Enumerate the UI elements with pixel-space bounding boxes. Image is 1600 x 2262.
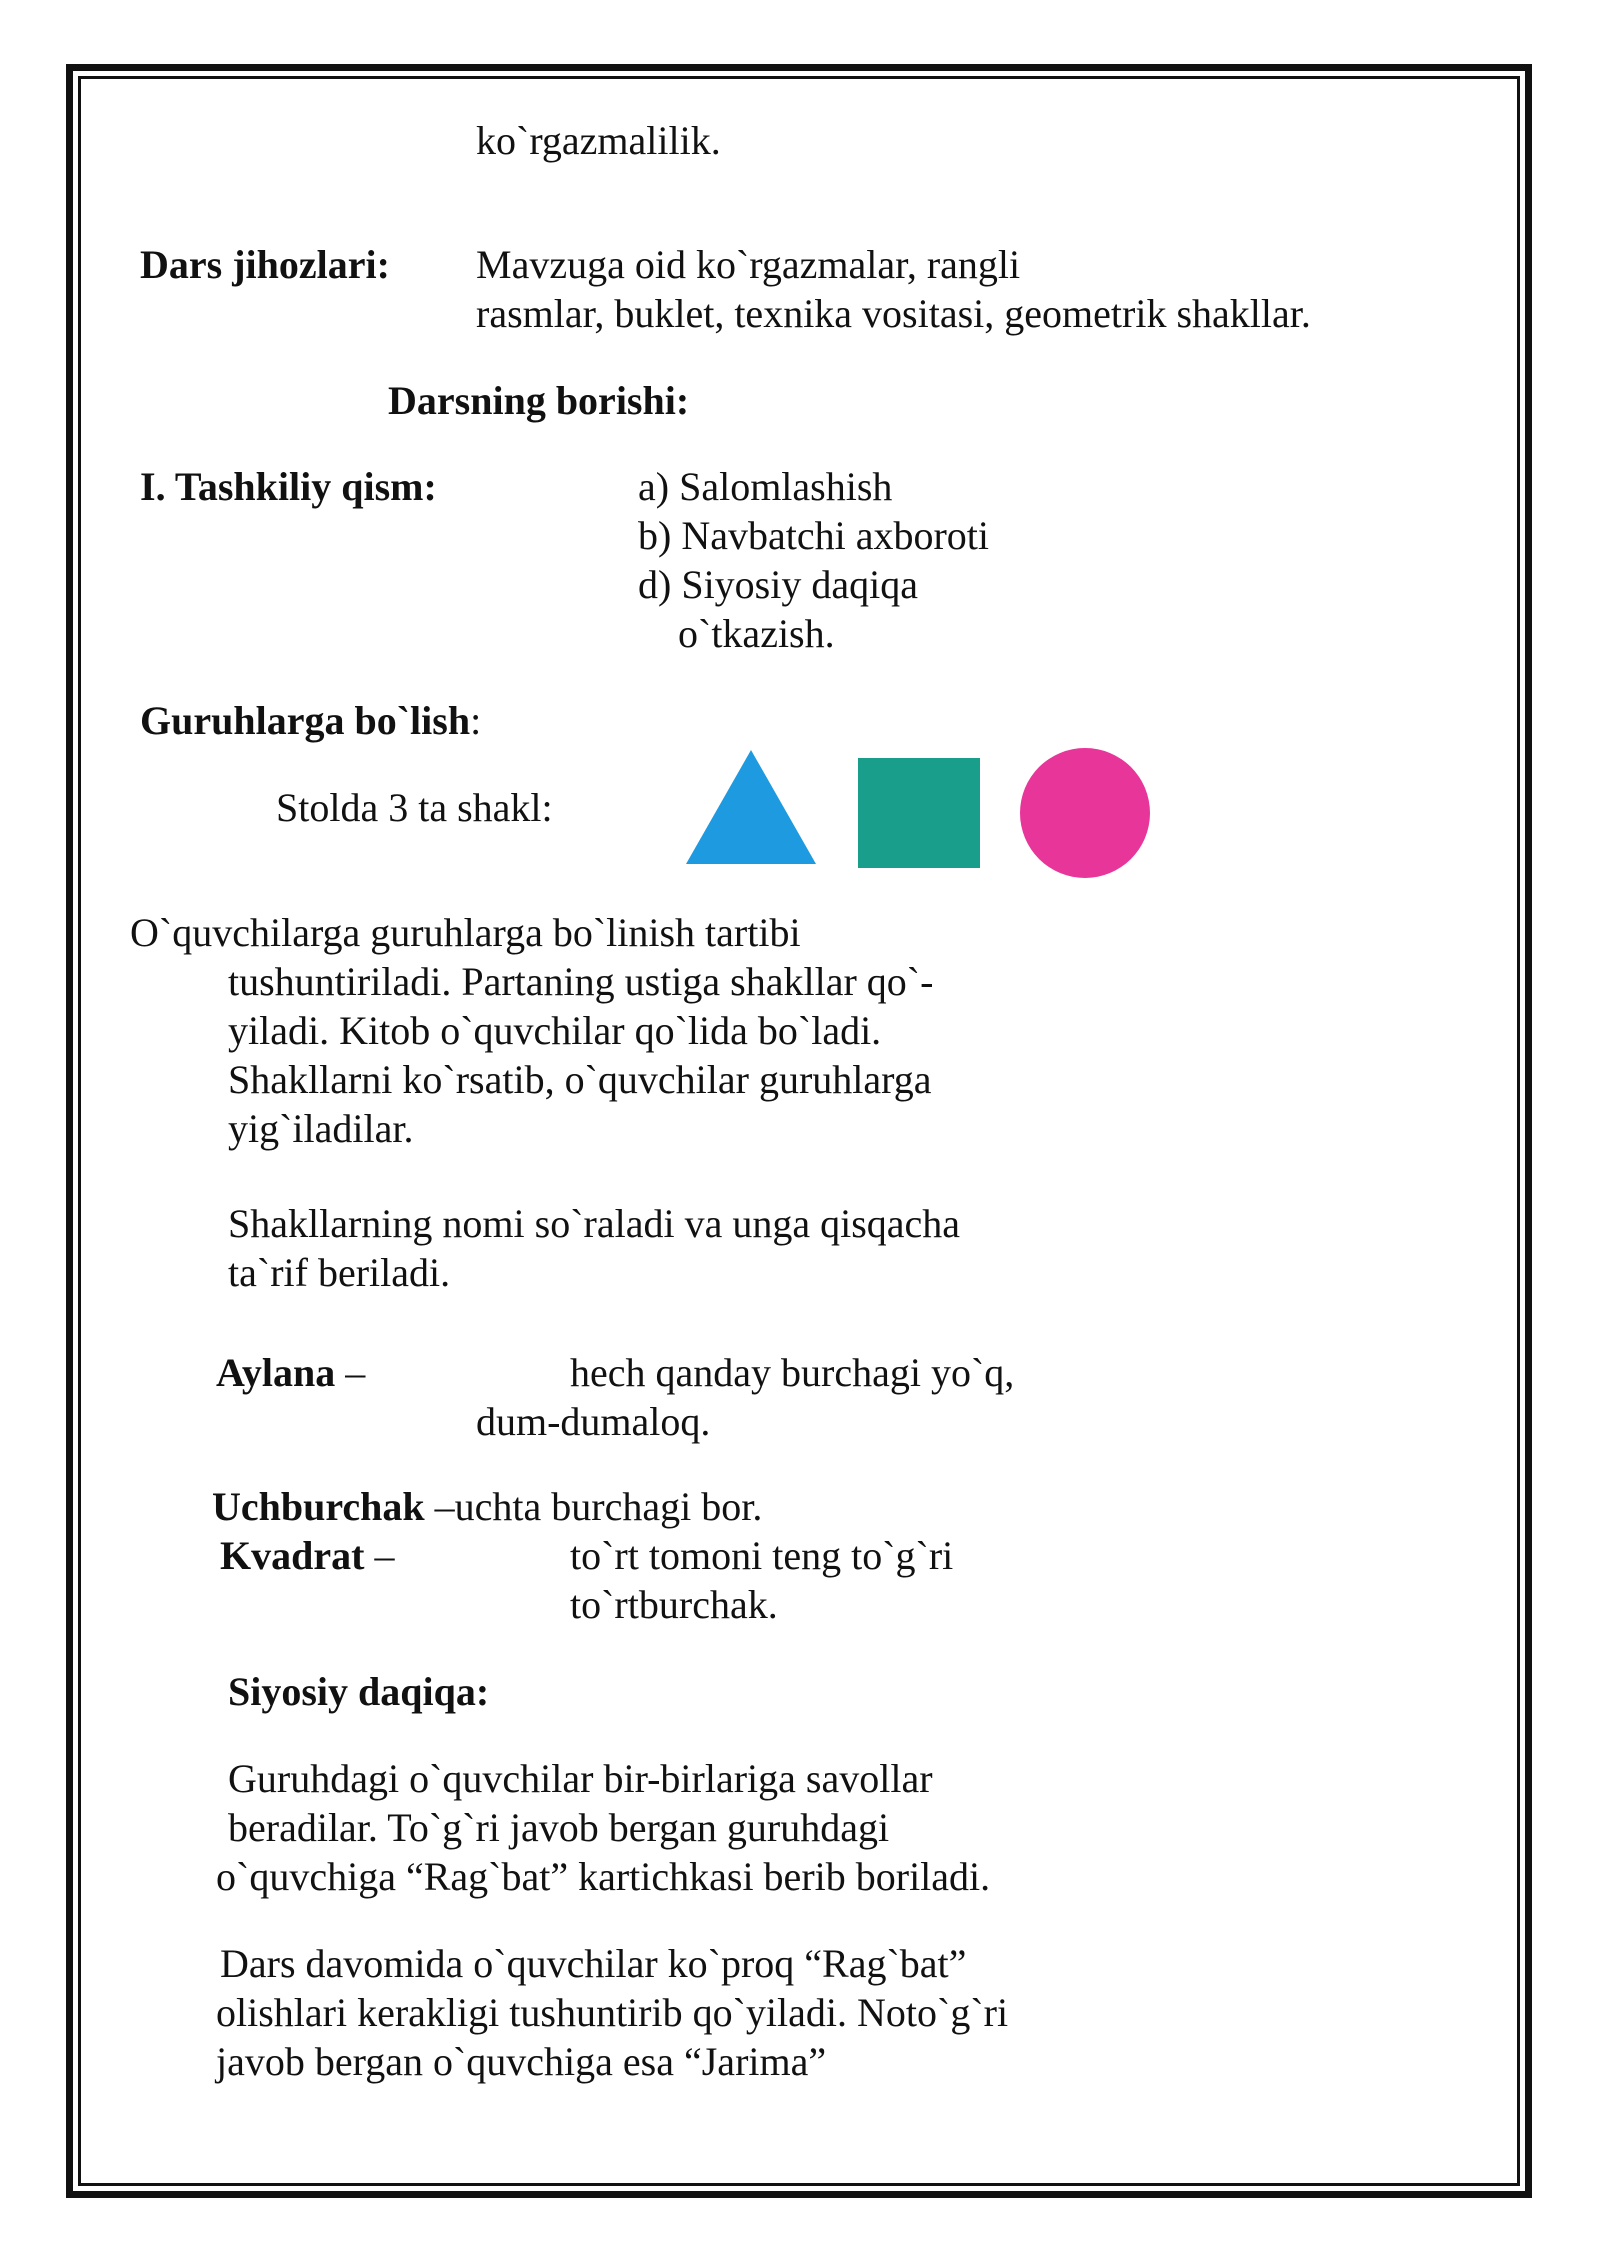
- triangle-shape: [684, 748, 818, 866]
- paragraph-line: yiladi. Kitob o`quvchilar qo`lida bo`ladi.: [228, 1008, 882, 1053]
- circle-shape: [1018, 746, 1152, 880]
- organizational-item: b) Navbatchi axboroti: [638, 513, 989, 558]
- paragraph-line: yig`iladilar.: [228, 1106, 414, 1151]
- paragraph-line: o`quvchiga “Rag`bat” kartichkasi berib boriladi.: [216, 1854, 991, 1899]
- paragraph-line: Dars davomida o`quvchilar ko`proq “Rag`bat”: [220, 1941, 967, 1986]
- paragraph-line: tushuntiriladi. Partaning ustiga shakllar qo`-: [228, 959, 934, 1004]
- definition-term: Kvadrat: [220, 1533, 365, 1578]
- definition-term: Aylana: [216, 1350, 336, 1395]
- organizational-item: o`tkazish.: [678, 611, 835, 656]
- definition-text: to`rtburchak.: [570, 1582, 778, 1627]
- shapes-label: Stolda 3 ta shakl:: [276, 785, 553, 830]
- square-shape: [858, 758, 980, 868]
- definition-text: to`rt tomoni teng to`g`ri: [570, 1533, 954, 1578]
- equipment-line: rasmlar, buklet, texnika vositasi, geometrik shakllar.: [476, 291, 1311, 336]
- definition-text: hech qanday burchagi yo`q,: [570, 1350, 1015, 1395]
- grouping-colon: :: [470, 698, 482, 743]
- text-line: ko`rgazmalilik.: [476, 118, 721, 163]
- paragraph-line: ta`rif beriladi.: [228, 1250, 451, 1295]
- paragraph-line: javob bergan o`quvchiga esa “Jarima”: [216, 2039, 827, 2084]
- definition-uchburchak: [212, 1482, 762, 1531]
- paragraph-line: olishlari kerakligi tushuntirib qo`yiladi. Noto`g`ri: [216, 1990, 1009, 2035]
- course-heading: Darsning borishi:: [388, 378, 690, 423]
- grouping-label: Guruhlarga bo`lish: [140, 698, 471, 743]
- definition-text: –uchta burchagi bor.: [424, 1484, 763, 1529]
- definition-dash: –: [364, 1533, 395, 1578]
- paragraph-line: beradilar. To`g`ri javob bergan guruhdagi: [228, 1805, 890, 1850]
- paragraph-line: Shakllarni ko`rsatib, o`quvchilar guruhlarga: [228, 1057, 932, 1102]
- definition-aylana: [216, 1348, 365, 1397]
- equipment-line: Mavzuga oid ko`rgazmalar, rangli: [476, 242, 1021, 287]
- definition-dash: –: [335, 1350, 366, 1395]
- paragraph-line: Guruhdagi o`quvchilar bir-birlariga savollar: [228, 1756, 933, 1801]
- definition-term: Uchburchak: [212, 1484, 425, 1529]
- political-heading: Siyosiy daqiqa:: [228, 1669, 490, 1714]
- grouping-label-row: [140, 696, 481, 745]
- equipment-label: Dars jihozlari:: [140, 242, 390, 287]
- organizational-item: d) Siyosiy daqiqa: [638, 562, 918, 607]
- organizational-item: a) Salomlashish: [638, 464, 893, 509]
- definition-kvadrat: [220, 1531, 394, 1580]
- paragraph-line: Shakllarning nomi so`raladi va unga qisqacha: [228, 1201, 961, 1246]
- definition-text: dum-dumaloq.: [476, 1399, 711, 1444]
- paragraph-line: O`quvchilarga guruhlarga bo`linish tartibi: [130, 910, 801, 955]
- organizational-label: I. Tashkiliy qism:: [140, 464, 437, 509]
